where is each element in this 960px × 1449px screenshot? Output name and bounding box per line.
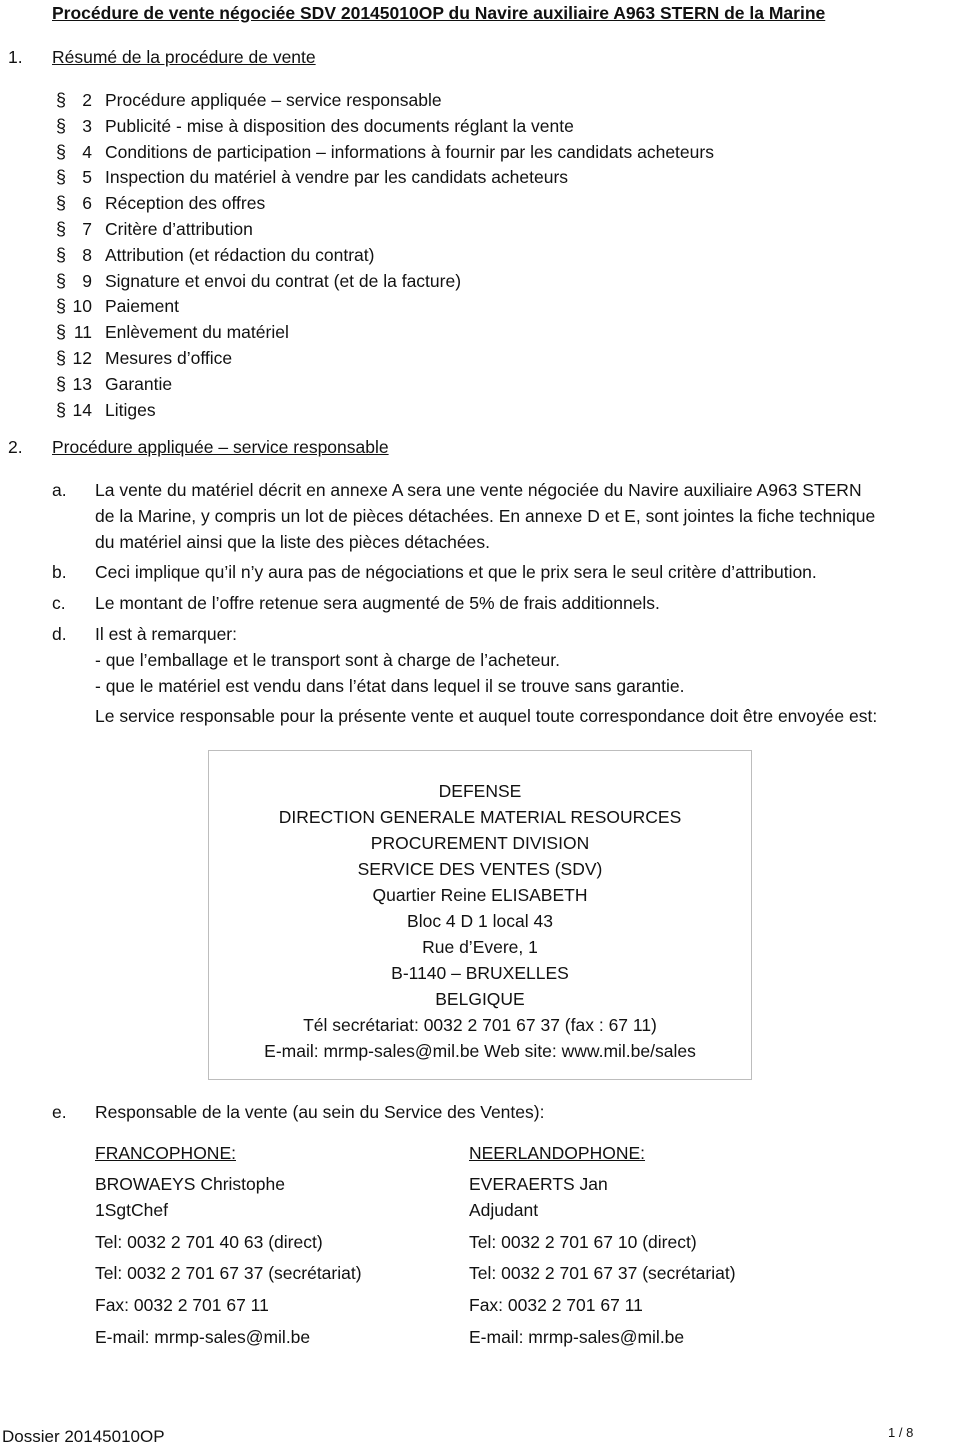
section-symbol: § [56,219,67,239]
toc-item-label: Mesures d’office [105,348,233,368]
toc-item-number: 12 [72,348,92,368]
section1-heading: Résumé de la procédure de vente [52,47,316,67]
toc-item-number: 5 [82,167,92,187]
para-c-text: Le montant de l’offre retenue sera augmenté de 5% de frais additionnels. [95,593,660,613]
francophone-rank: 1SgtChef [95,1200,168,1220]
section-symbol: § [56,245,67,265]
toc-item-number: 8 [82,245,92,265]
section1-number: 1. [8,47,23,67]
francophone-name: BROWAEYS Christophe [95,1174,285,1194]
toc-item-number: 11 [73,322,92,342]
section-symbol: § [56,193,67,213]
toc-item-number: 6 [82,193,92,213]
toc-item-label: Réception des offres [105,193,266,213]
address-line: DIRECTION GENERALE MATERIAL RESOURCES [278,807,682,827]
neerlandophone-fax: Fax: 0032 2 701 67 11 [469,1295,643,1315]
para-b-text: Ceci implique qu’il n’y aura pas de négociations et que le prix sera le seul critère d’attribution. [95,562,817,582]
section-symbol: § [56,116,67,136]
toc-item-number: 7 [82,219,92,239]
neerlandophone-name: EVERAERTS Jan [469,1174,608,1194]
address-box [208,750,752,1080]
address-line: PROCUREMENT DIVISION [370,833,590,853]
toc-item-number: 13 [72,374,92,394]
section2-number: 2. [8,437,23,457]
neerlandophone-email: E-mail: mrmp-sales@mil.be [469,1327,685,1347]
address-line: SERVICE DES VENTES (SDV) [357,859,603,879]
section-symbol: § [56,374,67,394]
para-d-line-1: Il est à remarquer: [95,624,237,644]
section-symbol: § [56,90,67,110]
para-a-letter: a. [52,480,67,500]
address-line: B-1140 – BRUXELLES [391,963,569,983]
section-symbol: § [56,271,67,291]
para-b-letter: b. [52,562,67,582]
toc-item-label: Attribution (et rédaction du contrat) [105,245,375,265]
para-d-letter: d. [52,624,67,644]
address-line: Quartier Reine ELISABETH [372,885,588,905]
section-symbol: § [56,167,67,187]
toc-item-label: Publicité - mise à disposition des documents réglant la vente [105,116,574,136]
section-symbol: § [56,142,67,162]
toc-item-label: Procédure appliquée – service responsable [105,90,442,110]
section-symbol: § [56,296,67,316]
neerlandophone-rank: Adjudant [469,1200,539,1220]
toc-item-label: Inspection du matériel à vendre par les candidats acheteurs [105,167,569,187]
toc-item-label: Litiges [105,400,156,420]
para-a-line-3: du matériel ainsi que la liste des pièces détachées. [95,532,490,552]
footer-page-number: 1 / 8 [888,1425,914,1440]
francophone-heading: FRANCOPHONE: [95,1143,236,1163]
para-d-line-2: - que l’emballage et le transport sont à charge de l’acheteur. [95,650,561,670]
para-c-letter: c. [52,593,66,613]
address-line: Rue d’Evere, 1 [422,937,538,957]
document-title: Procédure de vente négociée SDV 20145010OP du Navire auxiliaire A963 STERN de la Marine [52,3,826,23]
para-d-line-3: - que le matériel est vendu dans l’état dans lequel il se trouve sans garantie. [95,676,685,696]
para-a-line-1: La vente du matériel décrit en annexe A sera une vente négociée du Navire auxiliaire A963 STERN [95,480,862,500]
francophone-email: E-mail: mrmp-sales@mil.be [95,1327,311,1347]
francophone-tel-secretariat: Tel: 0032 2 701 67 37 (secrétariat) [95,1263,362,1283]
toc-item-number: 14 [72,400,92,420]
toc-item-label: Garantie [105,374,173,394]
toc-item-label: Conditions de participation – informations à fournir par les candidats acheteurs [105,142,714,162]
toc-item-number: 10 [72,296,92,316]
footer-dossier: Dossier 20145010OP [2,1427,165,1446]
section-symbol: § [56,322,67,342]
toc-item-number: 9 [82,271,92,291]
section2-heading: Procédure appliquée – service responsable [52,437,389,457]
toc-item-label: Enlèvement du matériel [105,322,289,342]
toc-item-label: Signature et envoi du contrat (et de la facture) [105,271,462,291]
neerlandophone-heading: NEERLANDOPHONE: [469,1143,646,1163]
toc-item-label: Paiement [105,296,179,316]
para-e-text: Responsable de la vente (au sein du Service des Ventes): [95,1102,545,1122]
address-line: Bloc 4 D 1 local 43 [407,911,553,931]
francophone-fax: Fax: 0032 2 701 67 11 [95,1295,269,1315]
address-line: Tél secrétariat: 0032 2 701 67 37 (fax : 67 11) [303,1015,657,1035]
address-line: E-mail: mrmp-sales@mil.be Web site: www.mil.be/sales [264,1041,696,1061]
address-line: BELGIQUE [435,989,525,1009]
section-symbol: § [56,400,67,420]
section-symbol: § [56,348,67,368]
toc-item-number: 2 [82,90,92,110]
neerlandophone-tel-direct: Tel: 0032 2 701 67 10 (direct) [469,1232,697,1252]
para-a-line-2: de la Marine, y compris un lot de pièces détachées. En annexe D et E, sont jointes la fiche technique [95,506,876,526]
toc-item-number: 4 [82,142,92,162]
neerlandophone-tel-secretariat: Tel: 0032 2 701 67 37 (secrétariat) [469,1263,736,1283]
francophone-tel-direct: Tel: 0032 2 701 40 63 (direct) [95,1232,323,1252]
para-e-letter: e. [52,1102,67,1122]
service-intro: Le service responsable pour la présente vente et auquel toute correspondance doit être envoyée est: [95,706,878,726]
toc-item-number: 3 [82,116,92,136]
address-line: DEFENSE [438,781,522,801]
toc-item-label: Critère d’attribution [105,219,253,239]
